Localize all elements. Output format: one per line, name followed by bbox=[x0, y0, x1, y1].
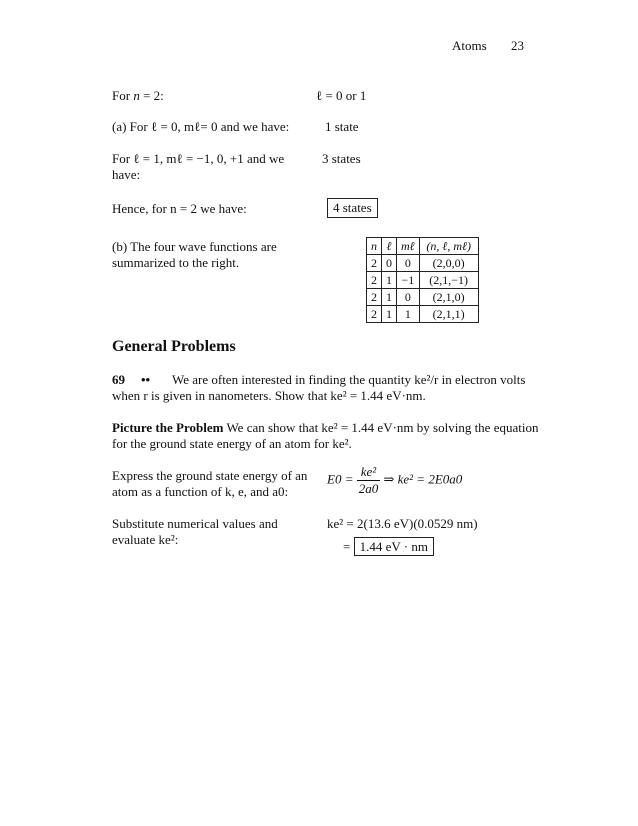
table-header-cell: mℓ bbox=[397, 238, 420, 255]
problem-difficulty: •• bbox=[141, 372, 151, 387]
picture-line1: We can show that ke² = 1.44 eV·nm by solving the equation bbox=[223, 420, 539, 435]
eq-numerator: ke² bbox=[357, 464, 381, 481]
table-cell: 2 bbox=[367, 255, 382, 272]
problem-line1: We are often interested in finding the quantity ke²/r in electron volts bbox=[172, 372, 526, 387]
step2-line1: Substitute numerical values and bbox=[112, 516, 278, 531]
eq-lhs: E0 = bbox=[327, 471, 354, 487]
problem-line2: when r is given in nanometers. Show that ke² = 1.44 eV·nm. bbox=[112, 388, 426, 403]
picture-line2: for the ground state energy of an atom for ke². bbox=[112, 436, 352, 451]
l1-result: 3 states bbox=[322, 151, 361, 166]
problem-number: 69 bbox=[112, 372, 125, 387]
n2-label-pre: For bbox=[112, 88, 134, 103]
step2-equation2 bbox=[343, 539, 434, 555]
wave-function-table bbox=[366, 237, 479, 323]
eq-fraction bbox=[357, 464, 381, 497]
section-heading: General Problems bbox=[112, 338, 236, 355]
step2-equation1: ke² = 2(13.6 eV)(0.0529 nm) bbox=[327, 516, 478, 531]
table-cell: 1 bbox=[397, 306, 420, 323]
page-number: 23 bbox=[511, 38, 524, 53]
final-result-box: 1.44 eV · nm bbox=[354, 537, 434, 556]
table-cell: 1 bbox=[382, 272, 397, 289]
table-cell: (2,1,1) bbox=[419, 306, 478, 323]
n2-label-post: = 2: bbox=[139, 88, 164, 103]
running-header-title: Atoms bbox=[452, 38, 487, 53]
picture-label: Picture the Problem bbox=[112, 420, 224, 435]
part-b-line2: summarized to the right. bbox=[112, 255, 240, 270]
table-header-cell: ℓ bbox=[382, 238, 397, 255]
table-cell: (2,1,−1) bbox=[419, 272, 478, 289]
table-cell: 0 bbox=[397, 255, 420, 272]
table-cell: (2,0,0) bbox=[419, 255, 478, 272]
table-cell: 2 bbox=[367, 306, 382, 323]
step1-line1: Express the ground state energy of an bbox=[112, 468, 308, 483]
part-a-result: 1 state bbox=[325, 119, 359, 134]
table-cell: 0 bbox=[397, 289, 420, 306]
table-row bbox=[367, 289, 479, 306]
part-a-label: (a) For ℓ = 0, mℓ= 0 and we have: bbox=[112, 119, 290, 134]
table-cell: 2 bbox=[367, 272, 382, 289]
table-row bbox=[367, 306, 479, 323]
step2-line2: evaluate ke²: bbox=[112, 532, 179, 547]
eq-denominator: 2a0 bbox=[358, 481, 379, 496]
step1-equation bbox=[327, 464, 462, 497]
table-cell: 1 bbox=[382, 306, 397, 323]
picture-line1-wrap bbox=[112, 420, 538, 436]
l1-line2: have: bbox=[112, 167, 141, 182]
table-row bbox=[367, 255, 479, 272]
step1-line2: atom as a function of k, e, and a0: bbox=[112, 484, 289, 499]
l1-line1: For ℓ = 1, mℓ = −1, 0, +1 and we bbox=[112, 151, 285, 166]
hence-label: Hence, for n = 2 we have: bbox=[112, 201, 247, 216]
table-cell: −1 bbox=[397, 272, 420, 289]
table-header-cell: (n, ℓ, mℓ) bbox=[419, 238, 478, 255]
table-cell: 0 bbox=[382, 255, 397, 272]
n2-label bbox=[112, 88, 164, 104]
n2-label-var: n bbox=[133, 88, 140, 103]
hence-result-box: 4 states bbox=[327, 198, 378, 218]
table-header-row bbox=[367, 238, 479, 255]
eq2-prefix: = bbox=[343, 539, 351, 554]
table-cell: 2 bbox=[367, 289, 382, 306]
n2-result: ℓ = 0 or 1 bbox=[316, 88, 367, 103]
part-b-line1: (b) The four wave functions are bbox=[112, 239, 277, 254]
eq-rhs: ⇒ ke² = 2E0a0 bbox=[383, 471, 463, 487]
table-cell: (2,1,0) bbox=[419, 289, 478, 306]
table-cell: 1 bbox=[382, 289, 397, 306]
table-row bbox=[367, 272, 479, 289]
table-header-cell: n bbox=[367, 238, 382, 255]
